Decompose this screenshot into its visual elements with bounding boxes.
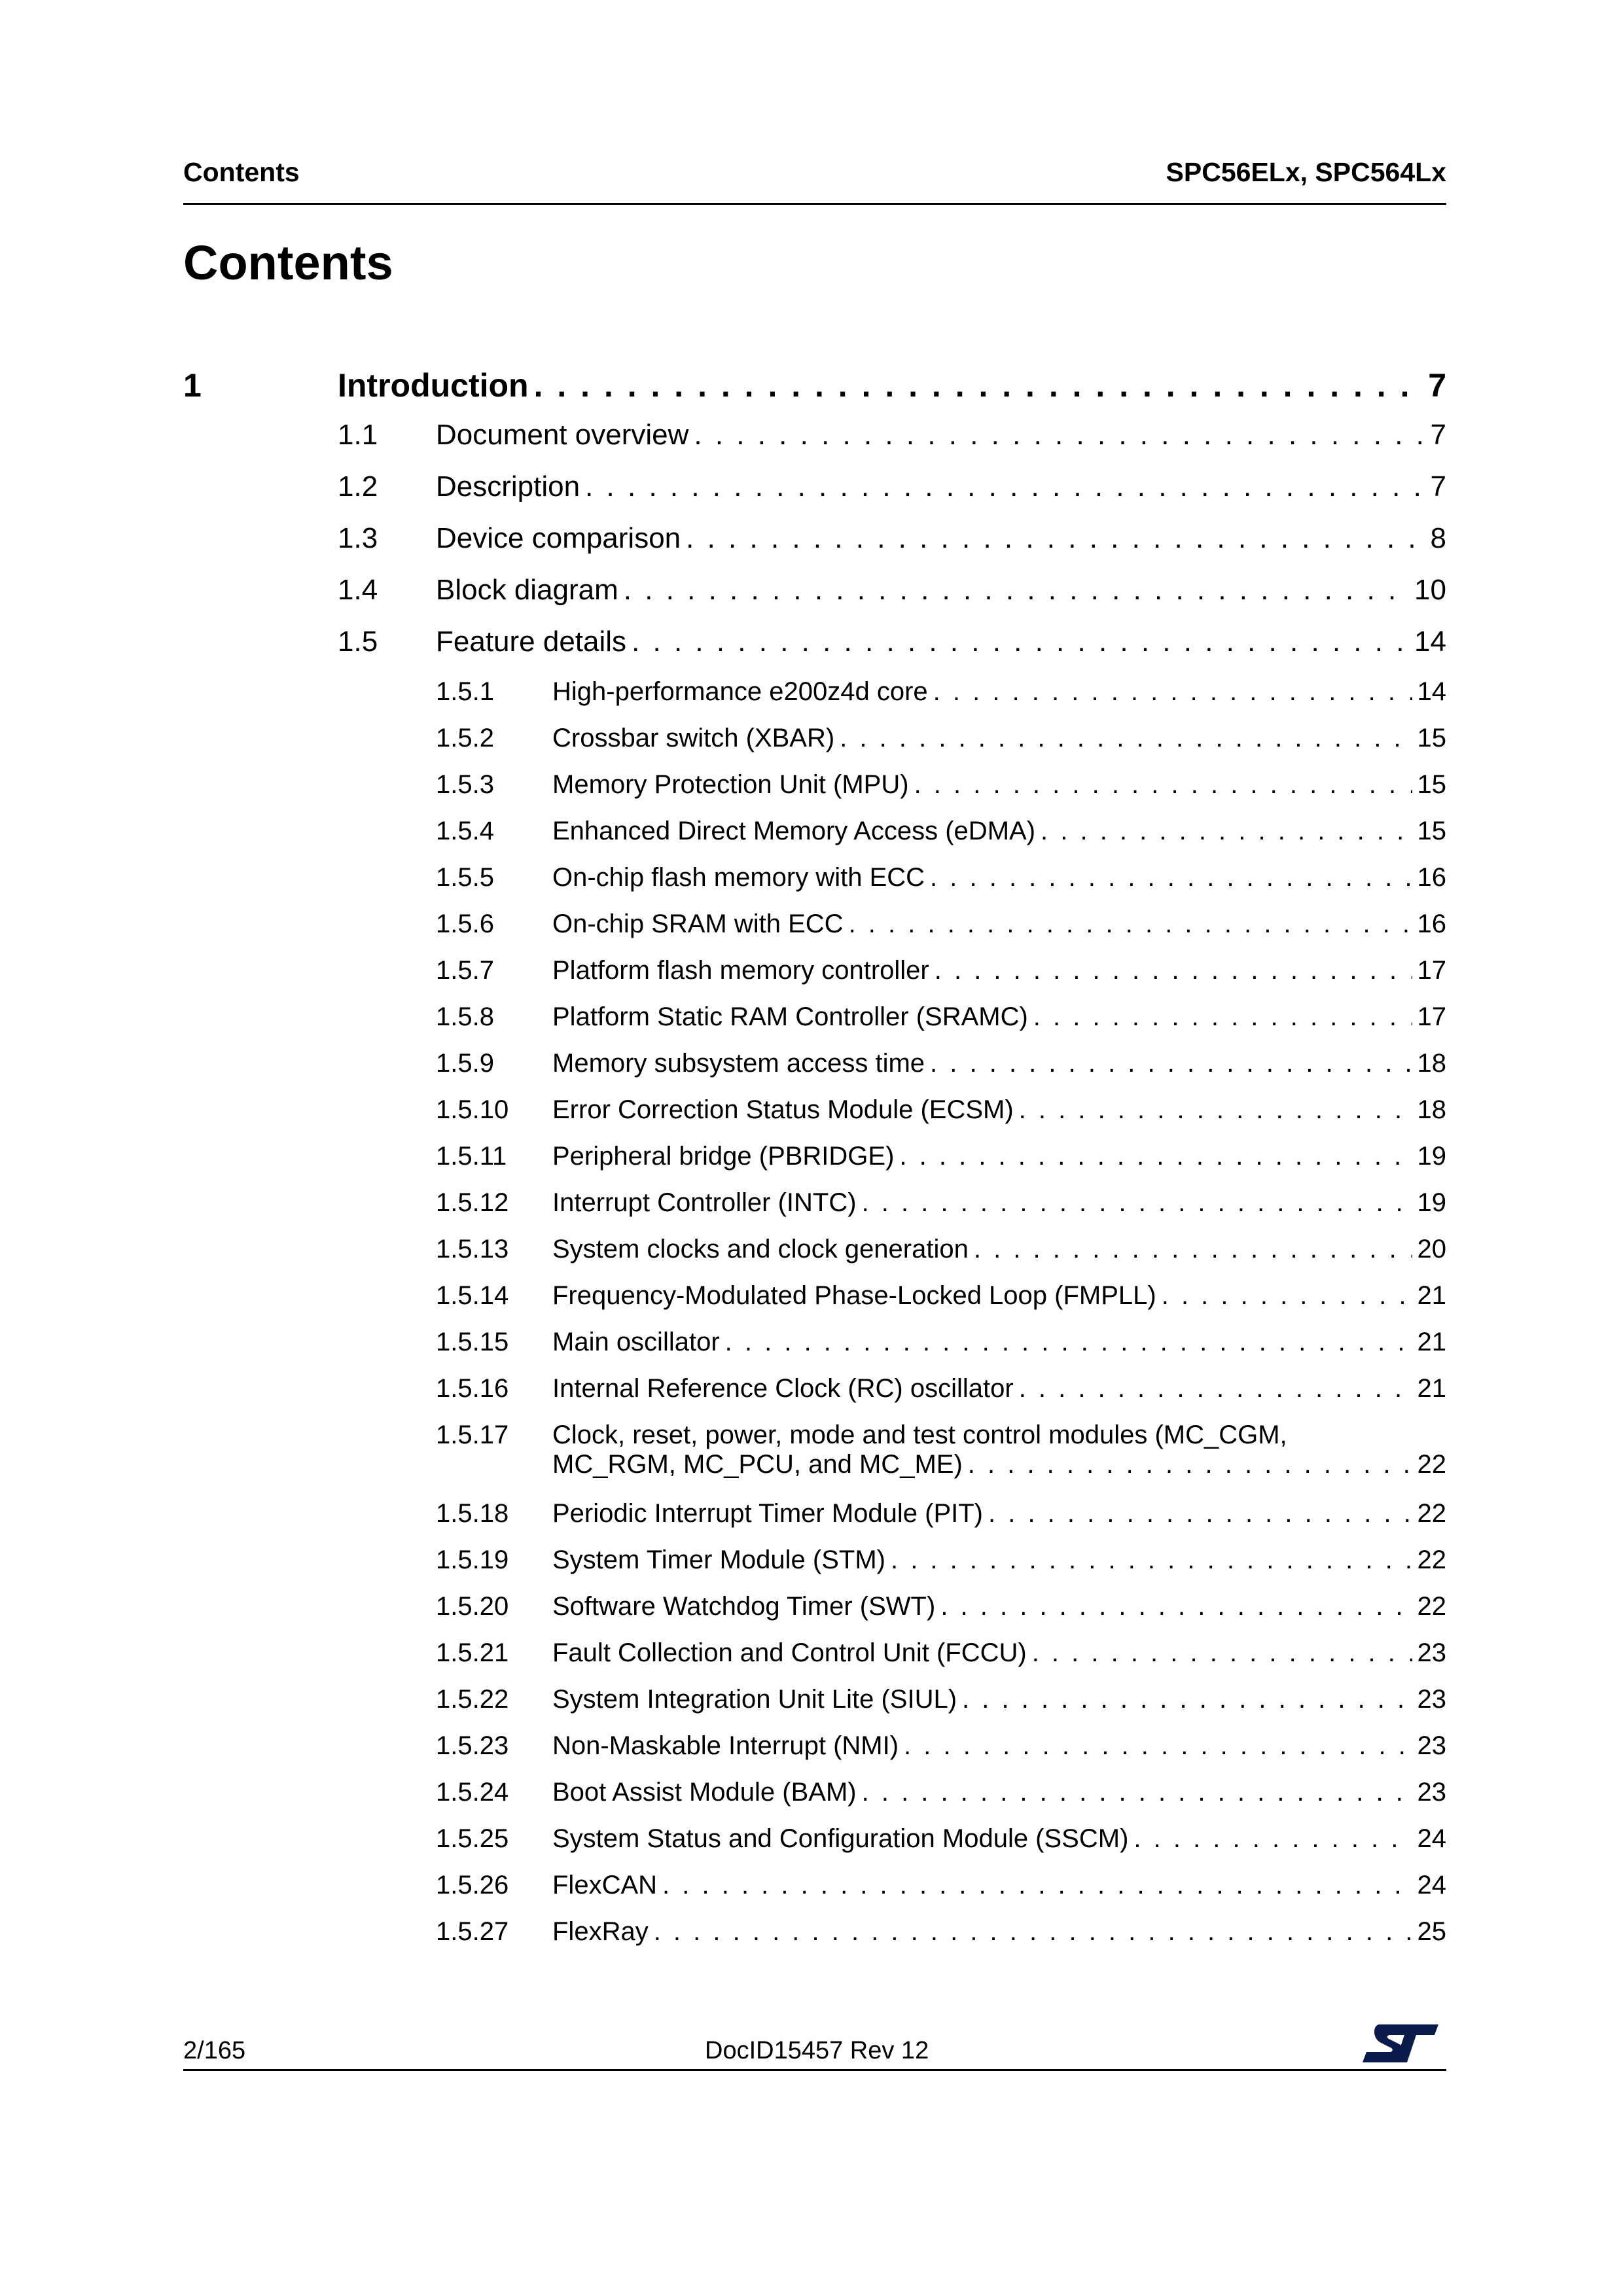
toc-entry[interactable] (183, 1545, 1446, 1592)
toc-dot-leader (988, 1499, 1412, 1528)
toc-entry-page: 22 (1417, 1499, 1446, 1528)
toc-dot-leader (935, 956, 1412, 985)
toc-entry-number: 1 (183, 367, 202, 404)
toc-entry[interactable] (183, 1328, 1446, 1374)
toc-entry-title: MC_RGM, MC_PCU, and MC_ME) (552, 1450, 963, 1479)
toc-dot-leader (933, 677, 1412, 707)
toc-entry-line (436, 574, 1446, 607)
toc-entry[interactable] (183, 1685, 1446, 1731)
toc-entry-page: 23 (1417, 1685, 1446, 1714)
toc-entry[interactable] (183, 1235, 1446, 1281)
toc-entry-line (552, 1592, 1446, 1621)
toc-entry-number: 1.5.4 (436, 817, 494, 845)
toc-entry-number: 1.4 (338, 574, 378, 606)
page-footer (183, 2022, 1446, 2071)
toc-entry-title: Feature details (436, 626, 627, 658)
toc-entry-line (436, 470, 1446, 503)
toc-entry[interactable] (183, 626, 1446, 677)
toc-dot-leader (930, 863, 1412, 892)
toc-entry-title: System clocks and clock generation (552, 1235, 969, 1263)
toc-entry-page: 15 (1417, 770, 1446, 799)
toc-entry-title: Error Correction Status Module (ECSM) (552, 1095, 1014, 1124)
toc-entry-page: 16 (1417, 910, 1446, 938)
toc-entry-title: Platform flash memory controller (552, 956, 929, 985)
toc-dot-leader (1041, 817, 1412, 846)
toc-entry-line (552, 1450, 1446, 1479)
toc-entry-number: 1.5.17 (436, 1421, 509, 1449)
toc-entry-page: 16 (1417, 863, 1446, 892)
toc-dot-leader (840, 724, 1412, 753)
toc-entry-number: 1.5.14 (436, 1281, 509, 1310)
toc-entry-page: 22 (1417, 1450, 1446, 1479)
toc-entry-number: 1.5.13 (436, 1235, 509, 1263)
toc-entry[interactable] (183, 724, 1446, 770)
toc-entry-title: Document overview (436, 419, 689, 451)
toc-dot-leader (654, 1917, 1412, 1947)
toc-entry[interactable] (183, 470, 1446, 522)
toc-entry[interactable] (183, 366, 1446, 419)
page-title: Contents (183, 236, 393, 290)
toc-dot-leader (624, 574, 1409, 607)
toc-entry[interactable] (183, 522, 1446, 574)
toc-entry-number: 1.5.23 (436, 1731, 509, 1760)
toc-entry[interactable] (183, 1374, 1446, 1421)
toc-entry-number: 1.5.16 (436, 1374, 509, 1403)
toc-dot-leader (1162, 1281, 1412, 1311)
toc-entry-title: System Integration Unit Lite (SIUL) (552, 1685, 957, 1714)
toc-entry[interactable] (183, 1095, 1446, 1142)
toc-entry[interactable] (183, 956, 1446, 1002)
toc-entry-page: 23 (1417, 1731, 1446, 1760)
toc-entry[interactable] (183, 1917, 1446, 1964)
toc-entry-number: 1.5.21 (436, 1638, 509, 1667)
header-section-title: Contents (183, 157, 300, 187)
toc-entry-page: 18 (1417, 1049, 1446, 1078)
toc-entry[interactable] (183, 1421, 1446, 1499)
toc-entry-number: 1.5.7 (436, 956, 494, 985)
toc-entry-line (552, 863, 1446, 892)
toc-dot-leader (1019, 1374, 1412, 1404)
toc-dot-leader (849, 910, 1412, 939)
toc-entry-number: 1.5.19 (436, 1545, 509, 1574)
toc-entry-number: 1.5 (338, 626, 378, 658)
toc-entry-title: Fault Collection and Control Unit (FCCU) (552, 1638, 1027, 1667)
toc-entry-title: Frequency-Modulated Phase-Locked Loop (FMPLL) (552, 1281, 1156, 1310)
toc-entry-line (552, 724, 1446, 753)
toc-entry[interactable] (183, 1824, 1446, 1871)
toc-entry[interactable] (183, 770, 1446, 817)
toc-dot-leader (686, 522, 1425, 555)
toc-entry-page: 17 (1417, 1002, 1446, 1031)
toc-entry[interactable] (183, 419, 1446, 470)
toc-entry-number: 1.1 (338, 419, 378, 451)
toc-dot-leader (862, 1778, 1412, 1807)
toc-entry[interactable] (183, 1049, 1446, 1095)
toc-entry-line (552, 956, 1446, 985)
toc-dot-leader (632, 626, 1409, 658)
toc-entry-page: 21 (1417, 1328, 1446, 1356)
toc-entry[interactable] (183, 1188, 1446, 1235)
toc-entry-number: 1.5.11 (436, 1142, 507, 1171)
toc-dot-leader (930, 1049, 1412, 1078)
toc-entry-line (552, 1142, 1446, 1171)
toc-entry-title-line1: Clock, reset, power, mode and test control modules (MC_CGM, (552, 1421, 1287, 1449)
toc-entry-title: Main oscillator (552, 1328, 720, 1356)
toc-entry-line (552, 1002, 1446, 1032)
toc-entry-title: Peripheral bridge (PBRIDGE) (552, 1142, 895, 1171)
toc-entry-line (552, 1374, 1446, 1404)
toc-entry-page: 21 (1417, 1281, 1446, 1310)
toc-entry-page: 19 (1417, 1188, 1446, 1217)
toc-entry-line (552, 1328, 1446, 1357)
toc-entry-number: 1.5.3 (436, 770, 494, 799)
toc-entry-number: 1.5.1 (436, 677, 494, 706)
toc-entry-title: Memory subsystem access time (552, 1049, 925, 1078)
toc-dot-leader (694, 419, 1425, 451)
toc-entry-page: 14 (1417, 677, 1446, 706)
toc-dot-leader (1033, 1002, 1412, 1032)
toc-entry-title: Crossbar switch (XBAR) (552, 724, 835, 752)
toc-entry-line (552, 1188, 1446, 1218)
toc-entry-title: System Status and Configuration Module (SSCM) (552, 1824, 1129, 1853)
toc-entry[interactable] (183, 863, 1446, 910)
toc-entry-page: 7 (1428, 367, 1446, 404)
footer-doc-id: DocID15457 Rev 12 (705, 2037, 929, 2064)
toc-entry-page: 23 (1417, 1638, 1446, 1667)
toc-dot-leader (1133, 1824, 1412, 1854)
toc-entry[interactable] (183, 1731, 1446, 1778)
toc-dot-leader (904, 1731, 1412, 1761)
toc-entry-number: 1.5.9 (436, 1049, 494, 1078)
toc-entry-title: Internal Reference Clock (RC) oscillator (552, 1374, 1014, 1403)
toc-entry-line (552, 910, 1446, 939)
toc-entry[interactable] (183, 1778, 1446, 1824)
toc-entry-page: 18 (1417, 1095, 1446, 1124)
toc-dot-leader (940, 1592, 1412, 1621)
table-of-contents (183, 366, 1446, 1964)
toc-entry-page: 17 (1417, 956, 1446, 985)
toc-entry-line (552, 1731, 1446, 1761)
toc-entry-number: 1.5.22 (436, 1685, 509, 1714)
toc-entry-number: 1.3 (338, 522, 378, 554)
toc-entry-title: Boot Assist Module (BAM) (552, 1778, 857, 1807)
toc-entry-title: System Timer Module (STM) (552, 1545, 885, 1574)
toc-dot-leader (914, 770, 1412, 800)
toc-dot-leader (962, 1685, 1412, 1714)
toc-entry-number: 1.5.20 (436, 1592, 509, 1621)
toc-entry[interactable] (183, 1871, 1446, 1917)
toc-entry-page: 14 (1414, 626, 1446, 658)
toc-entry-line (552, 1281, 1446, 1311)
toc-entry-page: 8 (1430, 522, 1446, 554)
toc-entry-title: Non-Maskable Interrupt (NMI) (552, 1731, 899, 1760)
toc-entry[interactable] (183, 1499, 1446, 1545)
toc-entry[interactable] (183, 910, 1446, 956)
toc-entry-line (552, 1824, 1446, 1854)
toc-entry-number: 1.5.27 (436, 1917, 509, 1946)
toc-entry[interactable] (183, 574, 1446, 626)
toc-entry-number: 1.5.25 (436, 1824, 509, 1853)
toc-entry-line (436, 626, 1446, 658)
footer-page-number: 2/165 (183, 2037, 246, 2064)
toc-entry-title: Platform Static RAM Controller (SRAMC) (552, 1002, 1028, 1031)
toc-entry-line (552, 1685, 1446, 1714)
toc-entry-page: 23 (1417, 1778, 1446, 1807)
toc-entry[interactable] (183, 1142, 1446, 1188)
toc-entry-title: Software Watchdog Timer (SWT) (552, 1592, 936, 1621)
toc-entry-line (552, 1871, 1446, 1900)
toc-entry[interactable] (183, 1002, 1446, 1049)
toc-dot-leader (862, 1188, 1412, 1218)
toc-entry[interactable] (183, 1592, 1446, 1638)
toc-entry-line (552, 677, 1446, 707)
page-header (183, 157, 1446, 205)
toc-entry-line (552, 770, 1446, 800)
toc-entry-page: 15 (1417, 817, 1446, 845)
toc-entry-number: 1.5.15 (436, 1328, 509, 1356)
toc-dot-leader (662, 1871, 1412, 1900)
toc-entry-title: FlexRay (552, 1917, 649, 1946)
toc-entry-page: 24 (1417, 1871, 1446, 1899)
toc-entry-title: Periodic Interrupt Timer Module (PIT) (552, 1499, 983, 1528)
toc-entry-line (552, 1049, 1446, 1078)
toc-entry-number: 1.2 (338, 470, 378, 503)
toc-entry[interactable] (183, 1638, 1446, 1685)
toc-entry-title: Description (436, 470, 580, 503)
toc-entry-page: 24 (1417, 1824, 1446, 1853)
toc-entry-number: 1.5.18 (436, 1499, 509, 1528)
toc-entry-title: Memory Protection Unit (MPU) (552, 770, 909, 799)
toc-entry-title: Introduction (338, 367, 529, 404)
toc-dot-leader (891, 1545, 1412, 1575)
toc-entry-title: Enhanced Direct Memory Access (eDMA) (552, 817, 1036, 845)
toc-dot-leader (725, 1328, 1412, 1357)
toc-entry-title: On-chip flash memory with ECC (552, 863, 925, 892)
toc-entry-number: 1.5.12 (436, 1188, 509, 1217)
toc-entry-line (436, 522, 1446, 555)
toc-entry-line (552, 1095, 1446, 1125)
toc-entry-line (552, 817, 1446, 846)
toc-entry-page: 21 (1417, 1374, 1446, 1403)
toc-entry[interactable] (183, 677, 1446, 724)
toc-entry-number: 1.5.24 (436, 1778, 509, 1807)
toc-entry-line (552, 1235, 1446, 1264)
toc-entry-title: Device comparison (436, 522, 681, 554)
toc-entry-title: High-performance e200z4d core (552, 677, 928, 706)
toc-entry[interactable] (183, 1281, 1446, 1328)
toc-entry-page: 7 (1430, 419, 1446, 451)
toc-dot-leader (968, 1450, 1412, 1479)
toc-entry[interactable] (183, 817, 1446, 863)
toc-entry-number: 1.5.10 (436, 1095, 509, 1124)
toc-dot-leader (1019, 1095, 1412, 1125)
toc-entry-page: 15 (1417, 724, 1446, 752)
toc-dot-leader (534, 366, 1423, 404)
toc-dot-leader (585, 470, 1425, 503)
toc-entry-number: 1.5.26 (436, 1871, 509, 1899)
toc-entry-number: 1.5.8 (436, 1002, 494, 1031)
toc-dot-leader (974, 1235, 1412, 1264)
toc-entry-number: 1.5.2 (436, 724, 494, 752)
toc-entry-line (552, 1638, 1446, 1668)
toc-dot-leader (1032, 1638, 1412, 1668)
toc-dot-leader (899, 1142, 1412, 1171)
toc-entry-number: 1.5.6 (436, 910, 494, 938)
toc-entry-page: 22 (1417, 1545, 1446, 1574)
toc-entry-title: On-chip SRAM with ECC (552, 910, 844, 938)
toc-entry-page: 19 (1417, 1142, 1446, 1171)
toc-entry-line (552, 1778, 1446, 1807)
toc-entry-page: 22 (1417, 1592, 1446, 1621)
toc-entry-line (552, 1917, 1446, 1947)
toc-entry-number: 1.5.5 (436, 863, 494, 892)
toc-entry-page: 25 (1417, 1917, 1446, 1946)
header-device-names: SPC56ELx, SPC564Lx (1166, 157, 1446, 187)
toc-entry-page: 7 (1430, 470, 1446, 503)
toc-entry-page: 20 (1417, 1235, 1446, 1263)
toc-entry-page: 10 (1414, 574, 1446, 606)
st-logo-icon (1361, 2022, 1440, 2065)
toc-entry-line (552, 1499, 1446, 1528)
toc-entry-title: Interrupt Controller (INTC) (552, 1188, 857, 1217)
toc-entry-line (552, 1545, 1446, 1575)
toc-entry-title: FlexCAN (552, 1871, 658, 1899)
toc-entry-line (338, 366, 1446, 404)
toc-entry-line (436, 419, 1446, 451)
toc-entry-title: Block diagram (436, 574, 618, 606)
